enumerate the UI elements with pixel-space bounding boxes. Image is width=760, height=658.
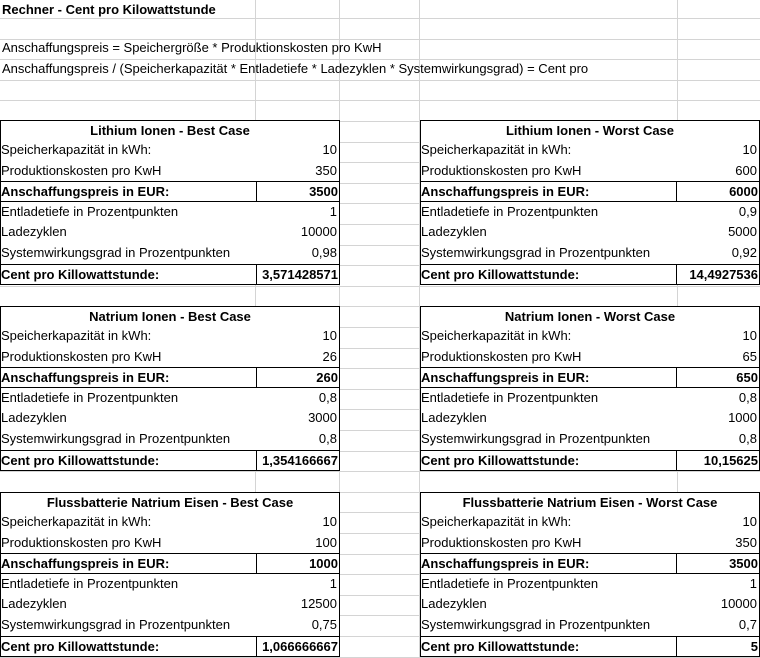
row-label[interactable]: Ladezyklen xyxy=(421,224,487,240)
formula-line-1[interactable]: Anschaffungspreis = Speichergröße * Produktionskosten pro KwH xyxy=(2,40,382,55)
calc-block xyxy=(0,492,340,657)
row-dod xyxy=(420,574,760,594)
value-cell[interactable] xyxy=(256,594,340,614)
grid-hline xyxy=(0,471,760,472)
row-value: 0,92 xyxy=(731,245,757,260)
block-border xyxy=(420,492,421,657)
value-cell[interactable] xyxy=(256,512,340,532)
row-label[interactable]: Cent pro Killowattstunde: xyxy=(421,638,580,654)
row-prodcost xyxy=(0,161,340,181)
row-label[interactable]: Cent pro Killowattstunde: xyxy=(421,266,580,282)
row-label[interactable]: Ladezyklen xyxy=(421,596,487,612)
value-cell[interactable] xyxy=(676,429,760,449)
row-label[interactable]: Produktionskosten pro KwH xyxy=(1,348,162,364)
row-value: 1 xyxy=(329,203,337,219)
value-cell[interactable] xyxy=(256,265,341,285)
row-label[interactable]: Ladezyklen xyxy=(1,410,67,426)
value-cell[interactable] xyxy=(676,574,760,594)
row-value: 3500 xyxy=(729,556,758,572)
value-cell[interactable] xyxy=(256,368,341,388)
value-cell[interactable] xyxy=(256,388,340,408)
row-value: 3000 xyxy=(308,410,337,426)
row-price xyxy=(0,367,340,388)
value-cell[interactable] xyxy=(676,347,760,367)
row-label[interactable]: Anschaffungspreis in EUR: xyxy=(421,556,590,572)
value-cell[interactable] xyxy=(676,533,760,553)
row-capacity xyxy=(0,326,340,346)
row-label[interactable]: Entladetiefe in Prozentpunkten xyxy=(1,575,179,591)
row-value: 3,571428571 xyxy=(262,266,338,282)
grid-hline xyxy=(0,80,760,81)
row-label[interactable]: Produktionskosten pro KwH xyxy=(421,348,582,364)
row-price xyxy=(0,181,340,202)
value-cell[interactable] xyxy=(676,594,760,614)
row-value: 10 xyxy=(742,142,757,157)
row-value: 0,8 xyxy=(738,389,757,405)
row-label[interactable]: Entladetiefe in Prozentpunkten xyxy=(1,203,179,219)
value-cell[interactable] xyxy=(256,140,340,160)
row-cycles xyxy=(420,594,760,614)
row-dod xyxy=(0,202,340,222)
row-label[interactable]: Cent pro Killowattstunde: xyxy=(1,266,160,282)
value-cell[interactable] xyxy=(676,265,760,285)
row-label[interactable]: Systemwirkungsgrad in Prozentpunkten xyxy=(1,431,231,446)
row-label[interactable]: Anschaffungspreis in EUR: xyxy=(1,184,170,200)
block-border xyxy=(339,306,340,471)
row-label[interactable]: Speicherkapazität in kWh: xyxy=(1,514,152,529)
row-value: 1 xyxy=(329,575,337,591)
row-price xyxy=(420,367,760,388)
row-value: 10,15625 xyxy=(703,452,758,468)
row-value: 10 xyxy=(322,328,337,343)
row-cent xyxy=(0,264,340,285)
block-border xyxy=(0,120,340,121)
row-value: 0,8 xyxy=(318,431,337,446)
row-label[interactable]: Cent pro Killowattstunde: xyxy=(1,638,160,654)
block-border xyxy=(339,492,340,657)
calc-block xyxy=(420,492,760,657)
row-value: 0,8 xyxy=(738,431,757,446)
block-border xyxy=(420,470,760,471)
block-border xyxy=(420,284,760,285)
block-title[interactable]: Flussbatterie Natrium Eisen - Worst Case xyxy=(420,492,760,513)
row-value: 350 xyxy=(315,162,337,178)
row-label[interactable]: Anschaffungspreis in EUR: xyxy=(421,184,590,200)
block-border xyxy=(0,120,1,285)
value-cell[interactable] xyxy=(676,182,760,202)
row-value: 100 xyxy=(315,534,337,550)
block-border xyxy=(420,120,421,285)
row-value: 0,8 xyxy=(318,389,337,405)
row-label[interactable]: Produktionskosten pro KwH xyxy=(1,162,162,178)
row-label[interactable]: Ladezyklen xyxy=(421,410,487,426)
row-prodcost xyxy=(420,161,760,181)
row-prodcost xyxy=(0,533,340,553)
row-cycles xyxy=(0,222,340,242)
row-value: 10 xyxy=(322,514,337,529)
row-price xyxy=(0,553,340,574)
row-value: 1000 xyxy=(728,410,757,426)
row-dod xyxy=(0,574,340,594)
row-label[interactable]: Cent pro Killowattstunde: xyxy=(421,452,580,468)
row-value: 0,75 xyxy=(311,617,337,632)
row-efficiency xyxy=(0,429,340,449)
row-price xyxy=(420,553,760,574)
row-cent xyxy=(420,636,760,657)
row-value: 12500 xyxy=(300,596,337,612)
row-value: 14,4927536 xyxy=(689,266,758,282)
row-label[interactable]: Speicherkapazität in kWh: xyxy=(1,142,152,157)
block-border xyxy=(0,306,340,307)
value-cell[interactable] xyxy=(676,408,760,428)
row-cent xyxy=(0,450,340,471)
row-label[interactable]: Entladetiefe in Prozentpunkten xyxy=(1,389,179,405)
row-label[interactable]: Entladetiefe in Prozentpunkten xyxy=(421,575,599,591)
row-label[interactable]: Systemwirkungsgrad in Prozentpunkten xyxy=(421,245,651,260)
value-cell[interactable] xyxy=(676,326,760,346)
row-cycles xyxy=(420,222,760,242)
value-cell[interactable] xyxy=(256,554,341,574)
value-cell[interactable] xyxy=(256,637,341,657)
row-value: 26 xyxy=(322,348,337,364)
formula-line-2[interactable]: Anschaffungspreis / (Speicherkapazität * Entladetiefe * Ladezyklen * Systemwirkungsgrad) = Cent pro xyxy=(2,61,589,76)
calc-block xyxy=(0,306,340,471)
row-dod xyxy=(0,388,340,408)
block-title[interactable]: Natrium Ionen - Best Case xyxy=(0,306,340,327)
row-efficiency xyxy=(420,429,760,449)
row-value: 0,9 xyxy=(738,203,757,219)
block-border xyxy=(339,120,340,285)
row-value: 1 xyxy=(749,575,757,591)
grid-hline xyxy=(0,100,760,101)
value-cell[interactable] xyxy=(256,574,340,594)
calc-block xyxy=(420,306,760,471)
row-label[interactable]: Systemwirkungsgrad in Prozentpunkten xyxy=(421,431,651,446)
row-value: 5000 xyxy=(728,224,757,240)
row-label[interactable]: Speicherkapazität in kWh: xyxy=(421,514,572,529)
row-value: 600 xyxy=(735,162,757,178)
value-cell[interactable] xyxy=(256,347,340,367)
sheet-title[interactable]: Rechner - Cent pro Kilowattstunde xyxy=(2,2,216,17)
value-cell[interactable] xyxy=(256,533,340,553)
value-cell[interactable] xyxy=(676,368,760,388)
block-border xyxy=(0,492,1,657)
row-price xyxy=(420,181,760,202)
block-title[interactable]: Flussbatterie Natrium Eisen - Best Case xyxy=(0,492,340,513)
grid-hline xyxy=(0,286,760,287)
row-label[interactable]: Anschaffungspreis in EUR: xyxy=(421,370,590,386)
block-border xyxy=(0,284,340,285)
row-label[interactable]: Speicherkapazität in kWh: xyxy=(1,328,152,343)
row-prodcost xyxy=(0,347,340,367)
value-cell[interactable] xyxy=(676,388,760,408)
row-value: 5 xyxy=(750,638,758,654)
block-border xyxy=(0,306,1,471)
row-label[interactable]: Systemwirkungsgrad in Prozentpunkten xyxy=(421,617,651,632)
value-cell[interactable] xyxy=(676,451,760,471)
row-label[interactable]: Produktionskosten pro KwH xyxy=(421,162,582,178)
row-label[interactable]: Entladetiefe in Prozentpunkten xyxy=(421,203,599,219)
row-label[interactable]: Cent pro Killowattstunde: xyxy=(1,452,160,468)
row-dod xyxy=(420,202,760,222)
row-efficiency xyxy=(0,243,340,263)
value-cell[interactable] xyxy=(256,615,340,635)
row-value: 1,066666667 xyxy=(262,638,338,654)
row-label[interactable]: Ladezyklen xyxy=(1,224,67,240)
value-cell[interactable] xyxy=(256,202,340,222)
row-label[interactable]: Systemwirkungsgrad in Prozentpunkten xyxy=(1,617,231,632)
row-cent xyxy=(420,264,760,285)
row-cent xyxy=(420,450,760,471)
row-value: 1000 xyxy=(309,556,338,572)
value-cell[interactable] xyxy=(256,243,340,263)
row-prodcost xyxy=(420,533,760,553)
block-title[interactable]: Lithium Ionen - Best Case xyxy=(0,120,340,141)
row-label[interactable]: Anschaffungspreis in EUR: xyxy=(1,370,170,386)
row-efficiency xyxy=(420,615,760,635)
block-border xyxy=(420,306,421,471)
value-cell[interactable] xyxy=(676,161,760,181)
block-border xyxy=(0,470,340,471)
value-cell[interactable] xyxy=(676,615,760,635)
block-border xyxy=(420,120,760,121)
value-cell[interactable] xyxy=(676,202,760,222)
row-value: 3500 xyxy=(309,184,338,200)
value-cell[interactable] xyxy=(256,429,340,449)
row-label[interactable]: Produktionskosten pro KwH xyxy=(1,534,162,550)
row-value: 260 xyxy=(316,370,338,386)
row-value: 10 xyxy=(322,142,337,157)
row-cycles xyxy=(420,408,760,428)
value-cell[interactable] xyxy=(256,161,340,181)
row-value: 10000 xyxy=(720,596,757,612)
row-label[interactable]: Produktionskosten pro KwH xyxy=(421,534,582,550)
value-cell[interactable] xyxy=(676,222,760,242)
value-cell[interactable] xyxy=(676,243,760,263)
block-border xyxy=(0,492,340,493)
value-cell[interactable] xyxy=(256,326,340,346)
row-value: 350 xyxy=(735,534,757,550)
value-cell[interactable] xyxy=(676,637,760,657)
block-border xyxy=(420,306,760,307)
row-prodcost xyxy=(420,347,760,367)
value-cell[interactable] xyxy=(676,554,760,574)
row-label[interactable]: Systemwirkungsgrad in Prozentpunkten xyxy=(1,245,231,260)
block-border xyxy=(420,492,760,493)
value-cell[interactable] xyxy=(256,408,340,428)
row-capacity xyxy=(420,140,760,160)
block-title[interactable]: Lithium Ionen - Worst Case xyxy=(420,120,760,141)
row-cent xyxy=(0,636,340,657)
row-efficiency xyxy=(0,615,340,635)
row-value: 10000 xyxy=(300,224,337,240)
row-value: 0,7 xyxy=(738,617,757,632)
row-capacity xyxy=(0,140,340,160)
row-label[interactable]: Anschaffungspreis in EUR: xyxy=(1,556,170,572)
row-cycles xyxy=(0,594,340,614)
block-title[interactable]: Natrium Ionen - Worst Case xyxy=(420,306,760,327)
row-label[interactable]: Speicherkapazität in kWh: xyxy=(421,328,572,343)
row-value: 10 xyxy=(742,328,757,343)
row-dod xyxy=(420,388,760,408)
row-value: 1,354166667 xyxy=(262,452,338,468)
value-cell[interactable] xyxy=(256,451,341,471)
row-value: 6000 xyxy=(729,184,758,200)
row-cycles xyxy=(0,408,340,428)
value-cell[interactable] xyxy=(676,512,760,532)
row-value: 10 xyxy=(742,514,757,529)
row-label[interactable]: Ladezyklen xyxy=(1,596,67,612)
row-capacity xyxy=(0,512,340,532)
row-value: 0,98 xyxy=(311,245,337,260)
row-capacity xyxy=(420,512,760,532)
row-label[interactable]: Entladetiefe in Prozentpunkten xyxy=(421,389,599,405)
row-capacity xyxy=(420,326,760,346)
value-cell[interactable] xyxy=(256,182,341,202)
row-value: 65 xyxy=(742,348,757,364)
value-cell[interactable] xyxy=(256,222,340,242)
row-label[interactable]: Speicherkapazität in kWh: xyxy=(421,142,572,157)
calc-block xyxy=(0,120,340,285)
row-value: 650 xyxy=(736,370,758,386)
row-efficiency xyxy=(420,243,760,263)
value-cell[interactable] xyxy=(676,140,760,160)
calc-block xyxy=(420,120,760,285)
